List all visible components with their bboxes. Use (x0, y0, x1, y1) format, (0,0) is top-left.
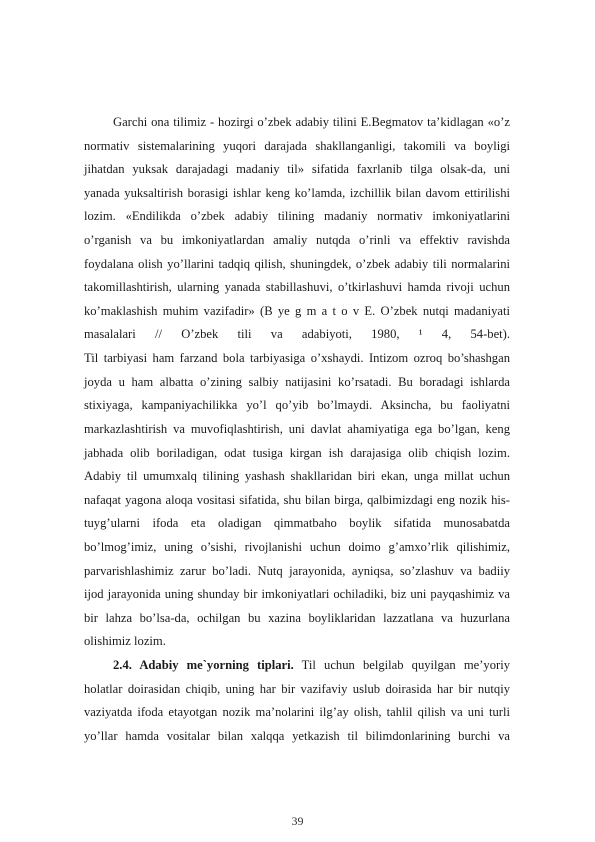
text-line: o’rganish va bu imkoniyatlardan amaliy nutqda o’rinli va effektiv ravishda (84, 233, 510, 248)
text-line: jihatdan yuksak darajadagi madaniy til» sifatida faxrlanib tilga olsak-da, uni (84, 162, 510, 177)
text-line: stixiyaga, kampaniyachilikka yo’l qo’yib bo’lmaydi. Aksincha, bu faoliyatni (84, 398, 510, 413)
document-page (84, 111, 510, 748)
paragraph-1 (84, 111, 510, 654)
text-line: Adabiy til umumxalq tilining yashash shakllaridan biri ekan, unga millat uchun (84, 469, 510, 484)
text-fragment: Til uchun belgilab quyilgan me’yoriy (301, 658, 511, 673)
paragraph-2 (84, 654, 510, 748)
text-line: masalalari // O’zbek tili va adabiyoti, 1980, ¹ 4, 54-bet). (84, 327, 510, 342)
section-heading: 2.4. Adabiy me`yorning tiplari. (113, 658, 294, 673)
text-line: tuyg’ularni ifoda eta oladigan qimmatbaho boylik sifatida munosabatda (84, 516, 510, 531)
text-line: ko’maklashish muhim vazifadir» (B ye g m a t o v E. O’zbek nutqi madaniyati (84, 303, 510, 318)
text-line: yanada yuksaltirish borasigi ishlar keng ko’lamda, izchillik bilan davom ettirilishi (84, 185, 510, 200)
text-line: jabhada olib boriladigan, odat tusiga kirgan ish darajasiga olib chiqish lozim. (84, 445, 510, 460)
section-heading-line (84, 654, 510, 678)
text-line: ijod jarayonida uning shunday bir imkoniyatlari ochiladiki, biz uni payqashimiz va (84, 587, 510, 602)
text-line: bir lahza bo’lsa-da, ochilgan bu xazina boyliklaridan lazzatlana va huzurlana (84, 610, 510, 625)
text-line: Garchi ona tilimiz - hozirgi o’zbek adabiy tilini E.Begmatov ta’kidlagan «o’z (113, 115, 510, 129)
text-line: lozim. «Endilikda o’zbek adabiy tilining madaniy normativ imkoniyatlarini (84, 209, 510, 224)
text-line: foydalana olish yo’llarini tadqiq qilish, shuningdek, o’zbek adabiy tili normalarini (84, 256, 510, 271)
text-line: vaziyatda ifoda etayotgan nozik ma’nolarini ilg’ay olish, tahlil qilish va uni turli (84, 705, 510, 720)
text-line: olishimiz lozim. (84, 634, 166, 649)
text-line: yo’llar hamda vositalar bilan xalqqa yetkazish til bilimdonlarining burchi va (84, 728, 510, 743)
page-number: 39 (291, 814, 304, 828)
text-line: takomillashtirish, ularning yanada stabillashuvi, o’tkirlashuvi hamda rivoji uchun (84, 280, 510, 295)
text-line: markazlashtirish va muvofiqlashtirish, uni davlat ahamiyatiga ega bo’lgan, keng (84, 421, 510, 436)
text-line: joyda u ham albatta o’zining salbiy natijasini ko’rsatadi. Bu boradagi ishlarda (84, 374, 510, 389)
text-line: parvarishlashimiz zarur bo’ladi. Nutq jarayonida, ayniqsa, so’zlashuv va badiiy (84, 563, 510, 578)
text-line: nafaqat yagona aloqa vositasi sifatida, shu bilan birga, qalbimizdagi eng nozik his- (84, 492, 510, 507)
text-line: holatlar doirasidan chiqib, uning har bir vazifaviy uslub doirasida har bir nutqiy (84, 681, 510, 696)
text-line: Til tarbiyasi ham farzand bola tarbiyasiga o’xshaydi. Intizom ozroq bo’shashgan (84, 351, 510, 366)
text-line: normativ sistemalarining yuqori darajada shakllanganligi, takomili va boyligi (84, 138, 510, 153)
text-line: bo’lmog’imiz, uning o’sishi, rivojlanishi uchun doimo g’amxo’rlik qilishimiz, (84, 539, 510, 554)
